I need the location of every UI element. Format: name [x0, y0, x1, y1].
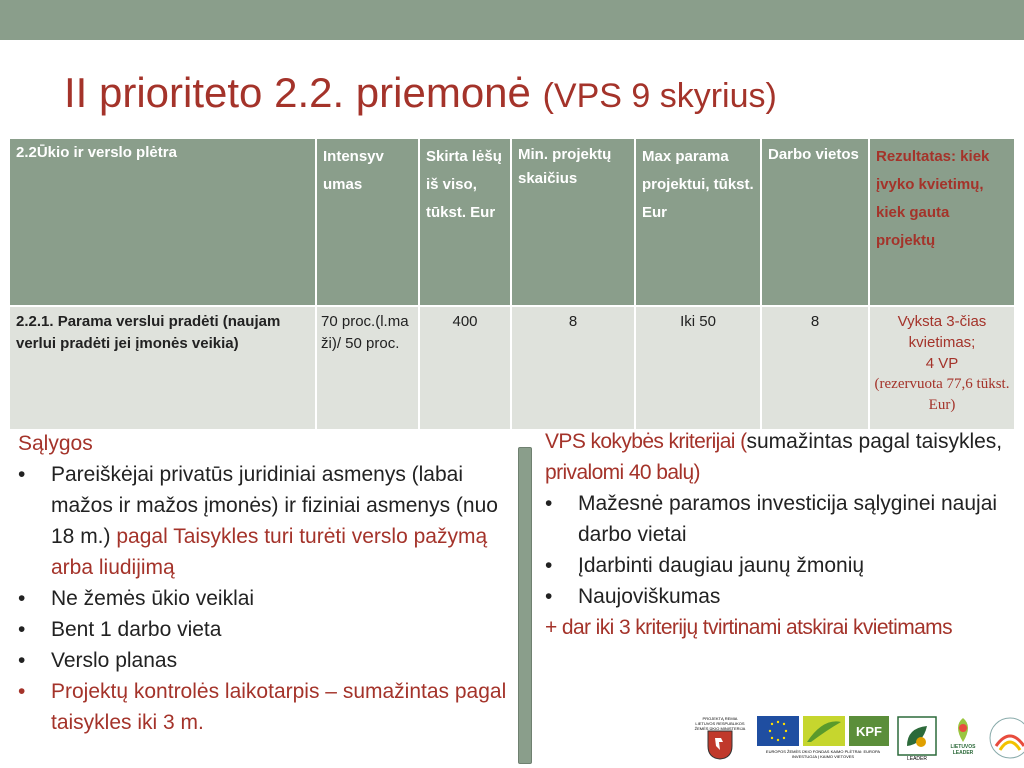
- cell-jobs: 8: [761, 306, 869, 430]
- kpf-logo: [849, 716, 889, 746]
- eu-flag-icon: [757, 716, 799, 746]
- criteria-heading-red2: privalomi 40 balų): [545, 461, 700, 484]
- list-item: [18, 459, 508, 583]
- cell-min-projects: 8: [511, 306, 635, 430]
- leader-emblem-icon: [897, 716, 937, 756]
- criteria-heading-red: VPS kokybės kriterijai (: [545, 430, 747, 453]
- page-title: [64, 69, 777, 116]
- column-divider: [518, 447, 532, 764]
- header-max-support: Max parama projektui, tūkst. Eur: [635, 138, 761, 306]
- vvg-logo: [988, 716, 1024, 760]
- table-header-row: [9, 138, 1015, 306]
- title-sub: (VPS 9 skyrius): [542, 77, 777, 115]
- cell-measure-name: 2.2.1. Parama verslui pradėti (naujam verlui pradėti jei įmonės veikia): [9, 306, 316, 430]
- eu-logo: [758, 716, 888, 759]
- criteria-note: + dar iki 3 kriterijų tvirtinami atskirai kvietimams: [545, 616, 952, 639]
- eafrd-icon: [803, 716, 845, 746]
- conditions-list: [18, 459, 508, 738]
- list-item: [18, 583, 508, 614]
- criteria-heading: [545, 426, 1015, 488]
- criteria-section: [545, 426, 1015, 643]
- lt-leader-icon: [949, 716, 977, 744]
- header-result: Rezultatas: kiek įvyko kvietimų, kiek gauta projektų: [869, 138, 1015, 306]
- criteria-heading-black: sumažintas pagal taisykles,: [746, 430, 1003, 453]
- condition-2-text: Ne žemės ūkio veiklai: [51, 587, 255, 610]
- criteria-list: [545, 488, 1015, 612]
- header-measure: 2.2Ūkio ir verslo plėtra: [9, 138, 316, 306]
- ministry-caption: PROJEKTĄ REMIA LIETUVOS RESPUBLIKOS ŽEMĖS ŪKIO MINISTERIJA: [694, 716, 746, 730]
- condition-4-text: Verslo planas: [51, 649, 178, 672]
- kpf-label: KPF: [856, 723, 882, 739]
- table-row: [9, 306, 1015, 430]
- condition-3-text: Bent 1 darbo vieta: [51, 618, 222, 641]
- criterion-1: Mažesnė paramos investicija sąlyginei naujai darbo vietai: [578, 492, 998, 546]
- condition-1-text: Pareiškėjai privatūs juridiniai asmenys (labai mažos ir mažos įmonės) ir fiziniai asmenys (nuo 18 m.): [51, 463, 498, 548]
- criterion-2: Įdarbinti daugiau jaunų žmonių: [578, 554, 865, 577]
- result-line-2: 4 VP: [925, 355, 959, 372]
- top-bar: [0, 0, 1024, 40]
- condition-5-red: Projektų kontrolės laikotarpis –: [51, 680, 343, 703]
- ministry-logo: [690, 716, 750, 760]
- list-item: [545, 550, 1015, 581]
- eu-caption: EUROPOS ŽEMĖS ŪKIO FONDAS KAIMO PLĖTRAI: EUROPA INVESTUOJA Į KAIMO VIETOVES: [765, 749, 881, 759]
- list-item: [18, 614, 508, 645]
- lt-leader-logo: [946, 716, 980, 756]
- lt-leader-text: LIETUVOS LEADER: [950, 744, 976, 756]
- list-item: [545, 488, 1015, 550]
- logo-strip: [690, 716, 1024, 762]
- condition-5-text: sumažintas pagal taisykles iki 3 m.: [51, 680, 507, 734]
- conditions-section: [18, 428, 508, 738]
- header-intensity: Intensyv umas: [316, 138, 419, 306]
- condition-1-red: pagal Taisykles turi turėti verslo pažymą arba liudijimą: [51, 525, 488, 579]
- title-main: II prioriteto 2.2. priemonė: [64, 69, 531, 116]
- header-jobs: Darbo vietos: [761, 138, 869, 306]
- leader-logo: [896, 716, 938, 762]
- leader-text: LEADER: [906, 756, 927, 762]
- list-item: [18, 676, 508, 738]
- result-line-1: Vyksta 3-čias kvietimas;: [897, 313, 987, 351]
- vvg-emblem-icon: [988, 716, 1024, 760]
- result-line-3: (rezervuota 77,6 tūkst. Eur): [874, 376, 1010, 413]
- measure-table: [8, 137, 1016, 431]
- list-item: [18, 645, 508, 676]
- list-item: [545, 581, 1015, 612]
- coat-of-arms-icon: [707, 730, 733, 760]
- conditions-heading: Sąlygos: [18, 432, 93, 455]
- cell-max-support: Iki 50: [635, 306, 761, 430]
- header-funds: Skirta lėšų iš viso, tūkst. Eur: [419, 138, 511, 306]
- cell-funds: 400: [419, 306, 511, 430]
- cell-intensity: 70 proc.(l.ma ži)/ 50 proc.: [316, 306, 419, 430]
- cell-result: [869, 306, 1015, 430]
- criterion-3: Naujoviškumas: [578, 585, 721, 608]
- header-min-projects: Min. projektų skaičius: [511, 138, 635, 306]
